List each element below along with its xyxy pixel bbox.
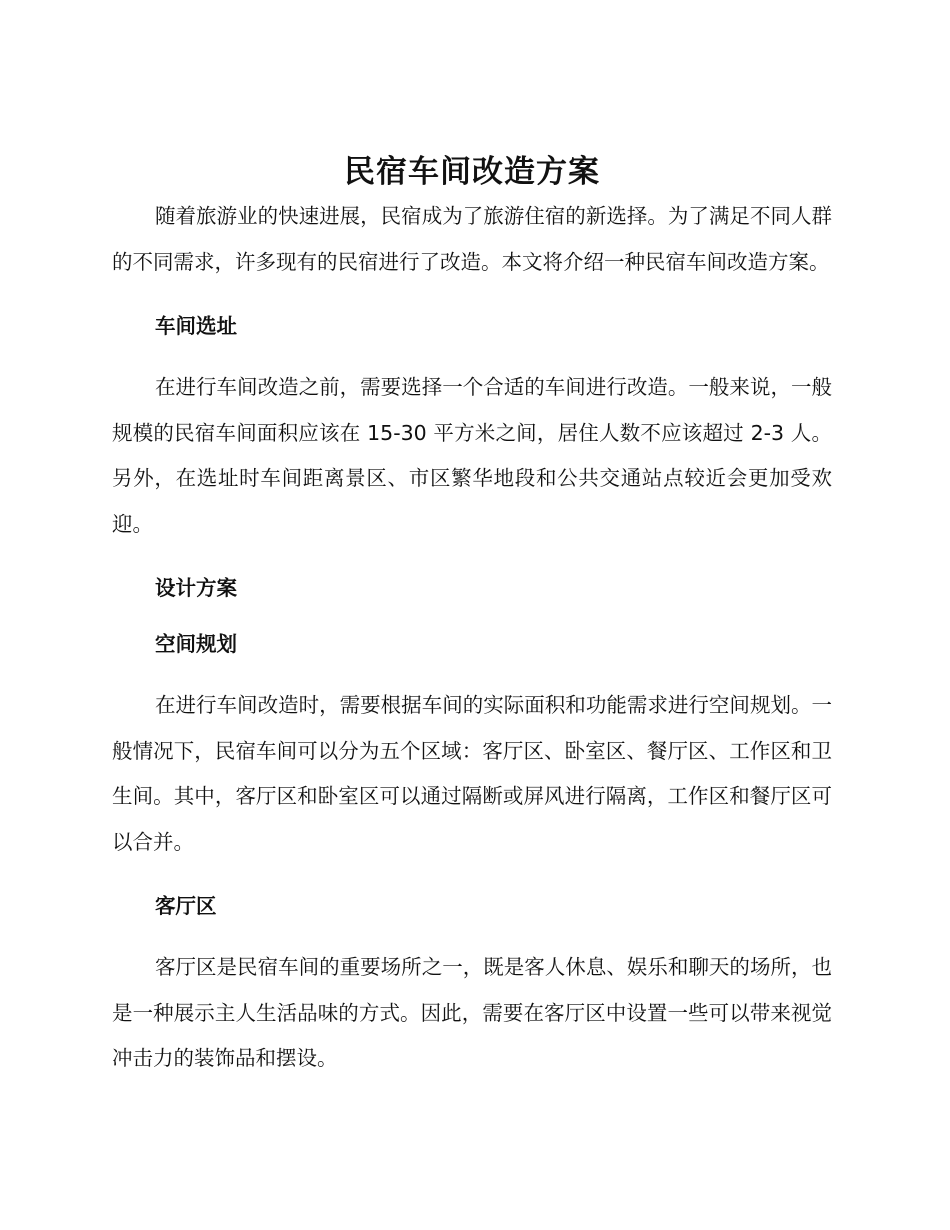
section-body-site-selection: 在进行车间改造之前，需要选择一个合适的车间进行改造。一般来说，一般规模的民宿车间面积应该在 15-30 平方米之间，居住人数不应该超过 2-3 人。另外，在选址时车间距离景区、市区繁华地段和公共交通站点较近会更加受欢迎。 [112,375,832,536]
section-body-living-room: 客厅区是民宿车间的重要场所之一，既是客人休息、娱乐和聊天的场所，也是一种展示主人生活品味的方式。因此，需要在客厅区中设置一些可以带来视觉冲击力的装饰品和摆设。 [112,955,832,1070]
intro-paragraph: 随着旅游业的快速进展，民宿成为了旅游住宿的新选择。为了满足不同人群的不同需求，许多现有的民宿进行了改造。本文将介绍一种民宿车间改造方案。 [112,204,832,274]
section-heading-space-planning: 空间规划 [155,632,237,656]
section-heading-design-plan: 设计方案 [155,576,237,600]
section-heading-site-selection: 车间选址 [155,314,237,338]
section-body-space-planning: 在进行车间改造时，需要根据车间的实际面积和功能需求进行空间规划。一般情况下，民宿车间可以分为五个区域：客厅区、卧室区、餐厅区、工作区和卫生间。其中，客厅区和卧室区可以通过隔断或屏风进行隔离，工作区和餐厅区可以合并。 [112,693,832,854]
section-heading-living-room: 客厅区 [155,894,217,918]
document-page [112,150,832,1082]
document-title: 民宿车间改造方案 [344,154,600,190]
